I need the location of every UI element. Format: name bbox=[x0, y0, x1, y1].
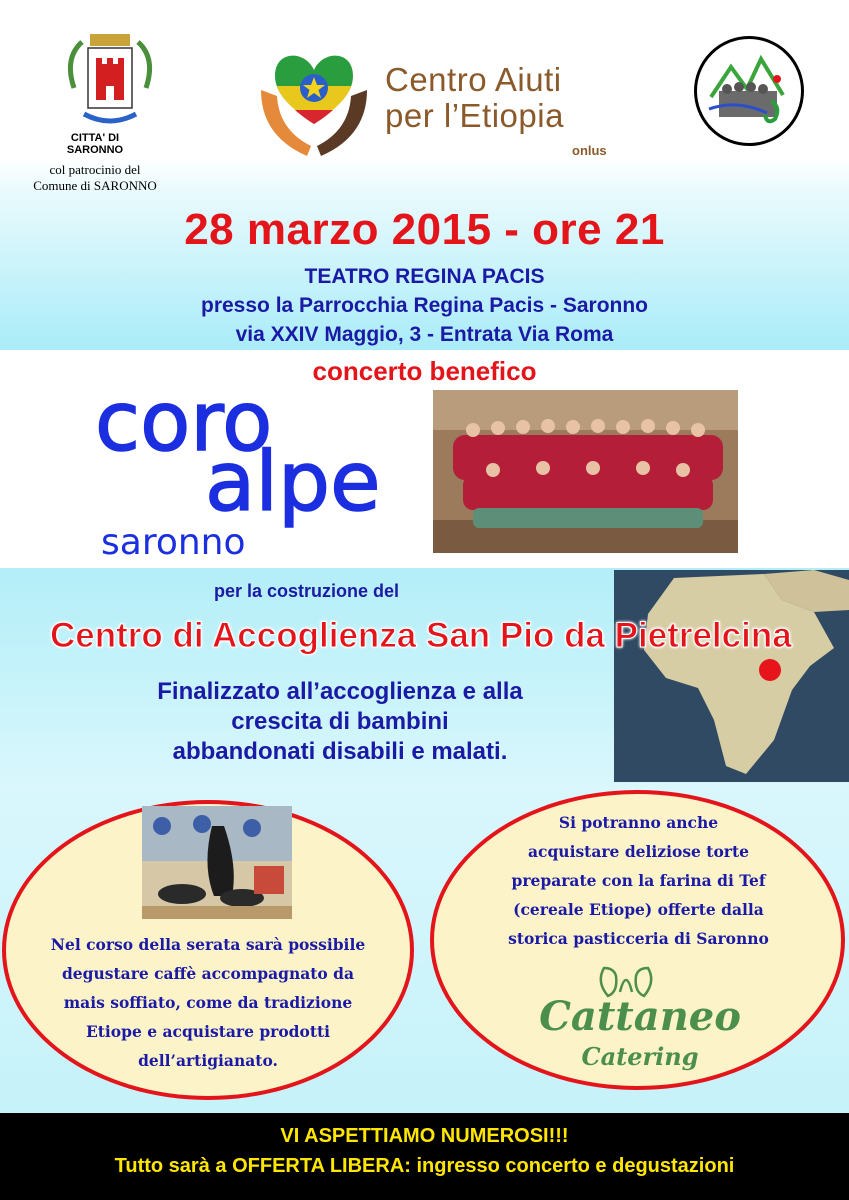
patronage-text: col patrocinio del Comune di SARONNO bbox=[33, 162, 157, 193]
org-suffix: onlus bbox=[572, 143, 607, 158]
coffee-ceremony-photo bbox=[142, 806, 292, 919]
event-date: 28 marzo 2015 - ore 21 bbox=[184, 205, 665, 254]
center-name: Centro di Accoglienza San Pio da Pietrelcina bbox=[50, 616, 792, 655]
logo-word-alpe: alpe bbox=[205, 435, 381, 530]
concert-label: concerto benefico bbox=[312, 356, 537, 386]
mountains-choir-icon bbox=[697, 39, 801, 143]
caterer-subtitle: Catering bbox=[581, 1042, 699, 1071]
africa-map bbox=[614, 570, 849, 782]
choir-badge bbox=[694, 36, 804, 146]
logo-word-coro: coro bbox=[95, 392, 273, 470]
coro-alpe-logo bbox=[95, 392, 425, 562]
org-name: Centro Aiuti per l’Etiopia bbox=[385, 61, 564, 134]
purpose-description: Finalizzato all’accoglienza e alla crescita di bambini abbandonati disabili e malati. bbox=[157, 678, 523, 765]
logo-word-saronno: saronno bbox=[101, 522, 246, 562]
welcome-message: VI ASPETTIAMO NUMEROSI!!! bbox=[280, 1125, 569, 1147]
free-offer-message: Tutto sarà a OFFERTA LIBERA: ingresso concerto e degustazioni bbox=[114, 1155, 735, 1177]
saronno-crest-icon bbox=[60, 28, 160, 138]
caterer-name: Cattaneo bbox=[539, 993, 741, 1040]
crest-city-label: CITTA' DI SARONNO bbox=[66, 132, 124, 156]
purpose-intro: per la costruzione del bbox=[214, 581, 400, 601]
coffee-description: Nel corso della serata sarà possibile degustare caffè accompagnato da mais soffiato, come da tradizione Etiope e acquistare prodotti dell’artigianato. bbox=[50, 935, 366, 1070]
choir-photo bbox=[433, 390, 738, 553]
cakes-description: Si potranno anche acquistare deliziose torte preparate con la farina di Tef (cereale Etiope) offerte dalla storica pasticceria di Saronno bbox=[508, 813, 769, 948]
heart-hands-logo-icon bbox=[255, 40, 373, 160]
venue-info: TEATRO REGINA PACIS presso la Parrocchia Regina Pacis - Saronno via XXIV Maggio, 3 - Entrata Via Roma bbox=[201, 265, 648, 346]
